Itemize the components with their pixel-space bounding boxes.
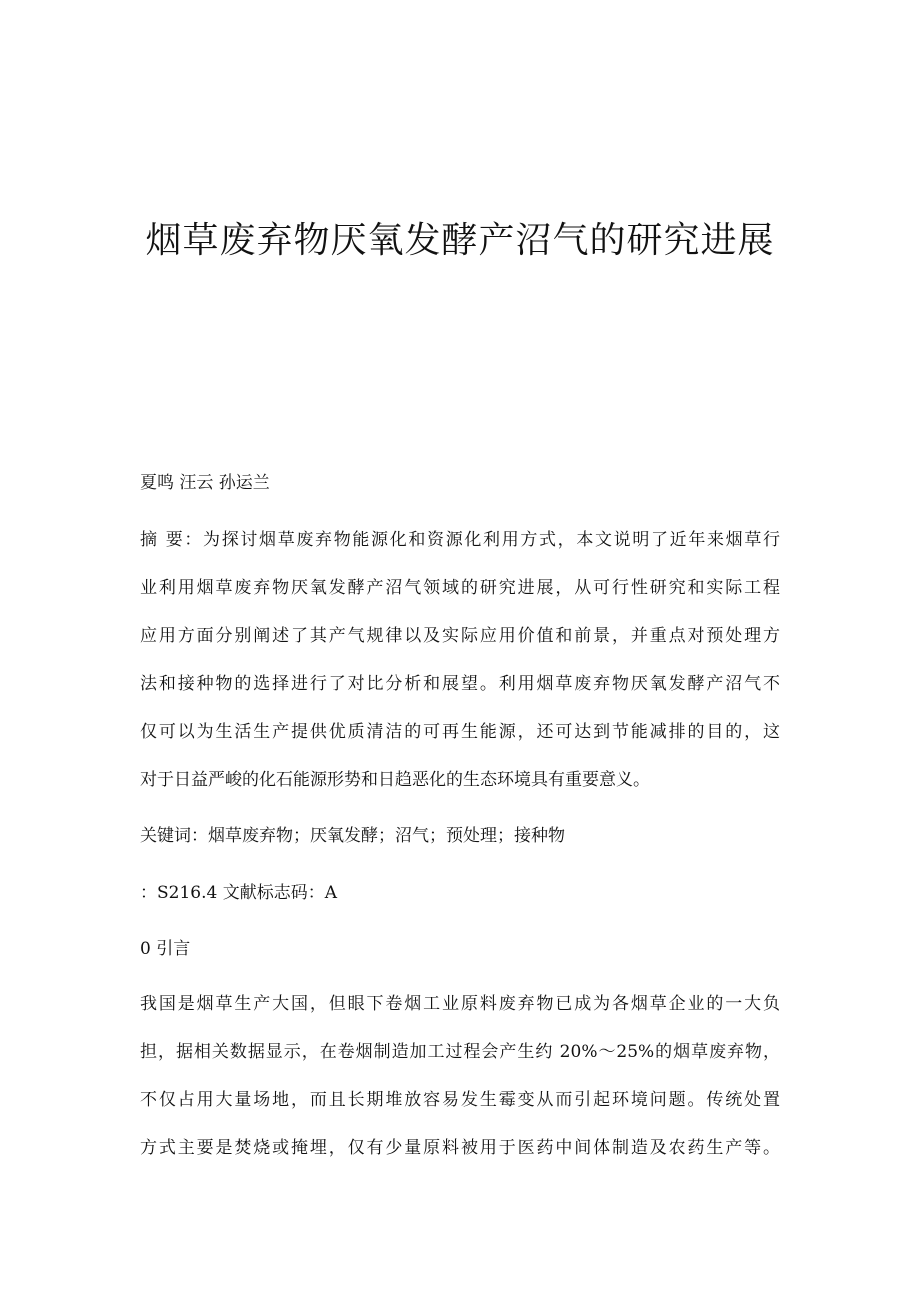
section-heading: 0 引言 xyxy=(140,939,191,959)
abstract-line: 摘 要：为探讨烟草废弃物能源化和资源化利用方式，本文说明了近年来烟草行 xyxy=(140,530,780,550)
abstract-line: 业利用烟草废弃物厌氧发酵产沼气领域的研究进展，从可行性研究和实际工程 xyxy=(140,578,780,598)
body-line: 我国是烟草生产大国，但眼下卷烟工业原料废弃物已成为各烟草企业的一大负 xyxy=(140,994,780,1014)
body-line: 不仅占用大量场地，而且长期堆放容易发生霉变从而引起环境问题。传统处置 xyxy=(140,1090,780,1110)
body-line: 担，据相关数据显示，在卷烟制造加工过程会产生约 20%～25%的烟草废弃物， xyxy=(140,1042,780,1062)
paper-title: 烟草废弃物厌氧发酵产沼气的研究进展 xyxy=(145,220,775,261)
abstract-line: 应用方面分别阐述了其产气规律以及实际应用价值和前景，并重点对预处理方 xyxy=(140,626,780,646)
abstract-line: 对于日益严峻的化石能源形势和日趋恶化的生态环境具有重要意义。 xyxy=(140,770,650,790)
classification-code: ：S216.4 文献标志码：A xyxy=(140,883,337,903)
abstract-line: 法和接种物的选择进行了对比分析和展望。利用烟草废弃物厌氧发酵产沼气不 xyxy=(140,674,780,694)
abstract-line: 仅可以为生活生产提供优质清洁的可再生能源，还可达到节能减排的目的，这 xyxy=(140,722,780,742)
authors: 夏鸣 汪云 孙运兰 xyxy=(140,473,270,493)
body-line: 方式主要是焚烧或掩埋，仅有少量原料被用于医药中间体制造及农药生产等。 xyxy=(140,1138,780,1158)
keywords: 关键词：烟草废弃物；厌氧发酵；沼气；预处理；接种物 xyxy=(140,826,565,846)
